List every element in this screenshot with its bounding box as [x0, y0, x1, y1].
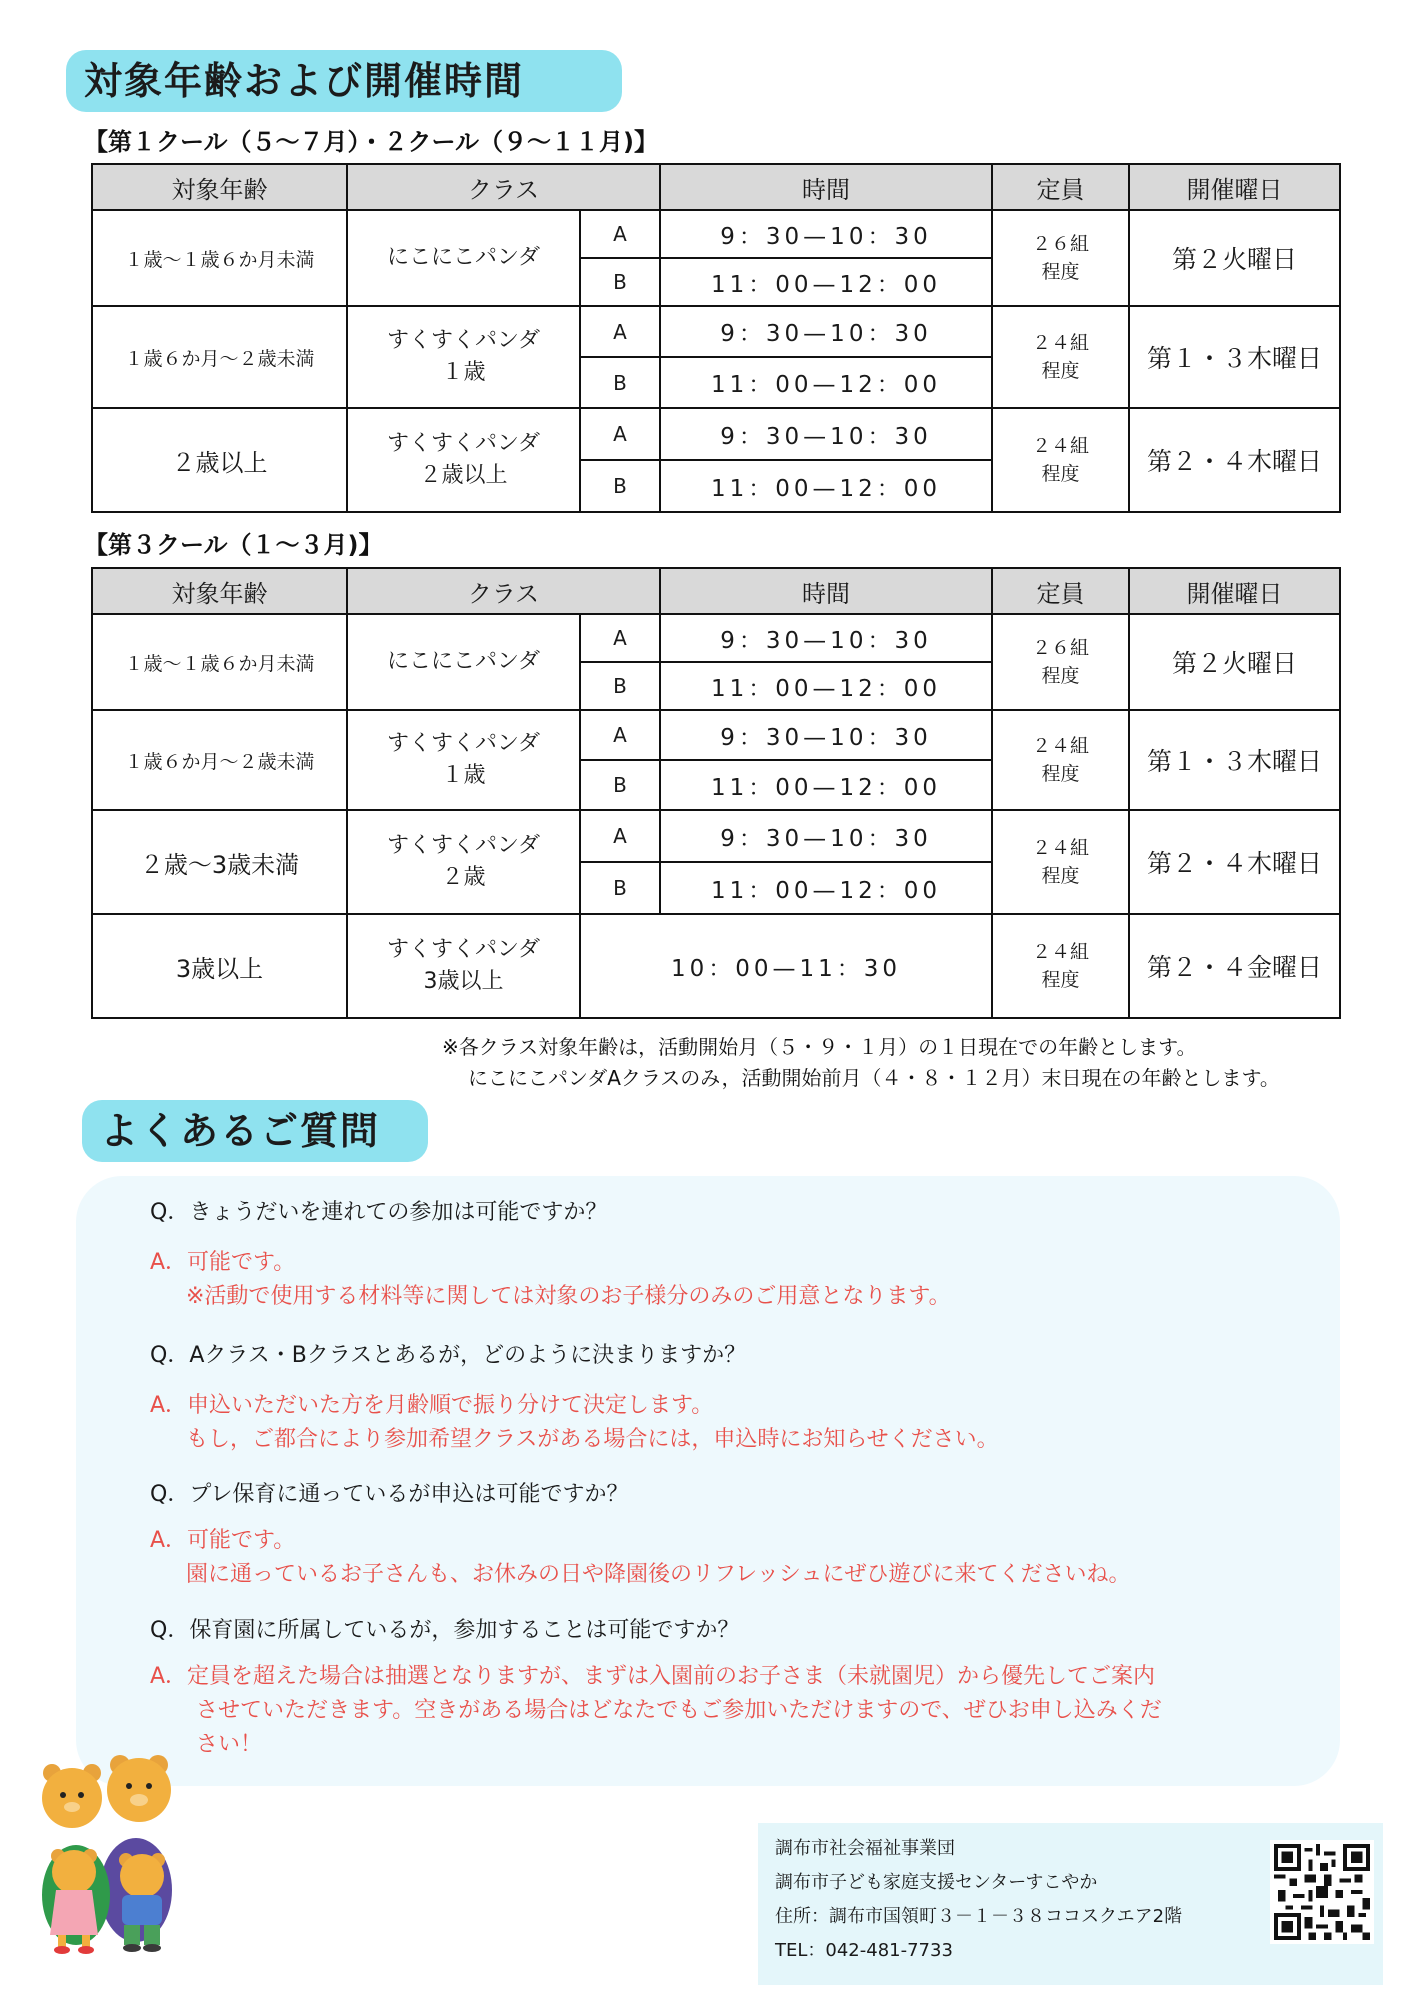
age-cell: １歳６か月～２歳未満 [92, 306, 347, 408]
capacity-suffix: 程度 [1041, 665, 1080, 687]
class-b-label: B [580, 862, 660, 914]
faq-answer-line: 園に通っているお子さんも、お休みの日や降園後のリフレッシュにぜひ遊びに来てくださいね。 [186, 1562, 1131, 1587]
capacity-count: ２６組 [1031, 233, 1089, 255]
table-header-row [92, 568, 1340, 614]
center-name: 調布市子ども家庭支援センターすこやか [775, 1872, 1098, 1893]
class-a-label: A [580, 306, 660, 357]
capacity-cell [992, 810, 1129, 914]
time-a: 9：30—10：30 [660, 710, 992, 760]
time-b: 11：00—12：00 [660, 460, 992, 512]
class-b-label: B [580, 760, 660, 810]
day-cell: 第２・４木曜日 [1129, 408, 1340, 512]
capacity-suffix: 程度 [1041, 360, 1080, 382]
capacity-cell [992, 914, 1129, 1018]
faq-question: Q．Aクラス・Bクラスとあるが，どのように決まりますか？ [150, 1343, 747, 1368]
class-cell [347, 306, 580, 408]
class-sub: ２歳以上 [419, 463, 508, 488]
class-name: すくすくパンダ [386, 833, 541, 858]
faq-answer [150, 1246, 951, 1314]
note-line: ※各クラス対象年齢は，活動開始月（５・９・１月）の１日現在での年齢とします。 [442, 1035, 1197, 1059]
age-cell: １歳～１歳６か月未満 [92, 210, 347, 306]
table-row [92, 710, 1340, 760]
class-name: すくすくパンダ [386, 731, 541, 756]
table-row [92, 614, 1340, 662]
header-day: 開催曜日 [1129, 164, 1340, 210]
class-name: にこにこパンダ [386, 649, 541, 674]
capacity-cell [992, 210, 1129, 306]
table-header-row [92, 164, 1340, 210]
capacity-count: ２４組 [1031, 837, 1089, 859]
contact-info [775, 1832, 1182, 1968]
header-class: クラス [347, 164, 660, 210]
faq-heading: よくあるご質問 [82, 1100, 428, 1162]
header-capacity: 定員 [992, 568, 1129, 614]
table-row [92, 810, 1340, 862]
table-row [92, 914, 1340, 1018]
capacity-cell [992, 710, 1129, 810]
faq-answer-line: A．可能です。 [150, 1250, 296, 1275]
table-row [92, 210, 1340, 258]
class-cell [347, 710, 580, 810]
class-a-label: A [580, 810, 660, 862]
header-age: 対象年齢 [92, 568, 347, 614]
time-single: 10：00—11：30 [580, 914, 992, 1018]
capacity-count: ２４組 [1031, 332, 1089, 354]
class-name: にこにこパンダ [386, 245, 541, 270]
faq-item [150, 1478, 1130, 1592]
cool3-label: 【第３クール（１～３月)】 [84, 531, 383, 559]
time-a: 9：30—10：30 [660, 810, 992, 862]
table-row [92, 306, 1340, 357]
table-row [92, 408, 1340, 460]
day-cell: 第１・３木曜日 [1129, 306, 1340, 408]
header-time: 時間 [660, 568, 992, 614]
phone: TEL：042-481-7733 [775, 1940, 953, 1961]
class-a-label: A [580, 614, 660, 662]
age-cell: ２歳以上 [92, 408, 347, 512]
capacity-suffix: 程度 [1041, 463, 1080, 485]
age-cell: 3歳以上 [92, 914, 347, 1018]
time-b: 11：00—12：00 [660, 258, 992, 306]
header-class: クラス [347, 568, 660, 614]
class-name: すくすくパンダ [386, 431, 541, 456]
capacity-count: ２４組 [1031, 435, 1089, 457]
class-cell [347, 408, 580, 512]
faq-question: Q．保育園に所属しているが，参加することは可能ですか？ [150, 1618, 740, 1643]
bear-family-illustration [28, 1740, 203, 1955]
time-b: 11：00—12：00 [660, 662, 992, 710]
class-a-label: A [580, 408, 660, 460]
capacity-count: ２４組 [1031, 941, 1089, 963]
class-name: すくすくパンダ [386, 937, 541, 962]
class-cell [347, 810, 580, 914]
faq-question: Q．きょうだいを連れての参加は可能ですか？ [150, 1200, 608, 1225]
day-cell: 第２火曜日 [1129, 614, 1340, 710]
time-b: 11：00—12：00 [660, 760, 992, 810]
schedule-heading: 対象年齢および開催時間 [66, 50, 622, 112]
class-sub: ２歳 [441, 865, 486, 890]
class-cell [347, 914, 580, 1018]
class-b-label: B [580, 460, 660, 512]
capacity-count: ２４組 [1031, 735, 1089, 757]
class-b-label: B [580, 357, 660, 408]
faq-answer-line: ※活動で使用する材料等に関しては対象のお子様分のみのご用意となります。 [186, 1284, 951, 1309]
class-a-label: A [580, 210, 660, 258]
header-day: 開催曜日 [1129, 568, 1340, 614]
faq-item [150, 1339, 999, 1457]
qr-code-icon[interactable] [1270, 1840, 1374, 1944]
capacity-cell [992, 306, 1129, 408]
faq-answer [150, 1524, 1130, 1592]
faq-question: Q．プレ保育に通っているが申込は可能ですか？ [150, 1482, 629, 1507]
schedule-table-cool1 [91, 163, 1341, 513]
capacity-suffix: 程度 [1041, 261, 1080, 283]
faq-answer-line: さい！ [196, 1732, 263, 1757]
class-name: すくすくパンダ [386, 328, 541, 353]
faq-answer-line: させていただきます。空きがある場合はどなたでもご参加いただけますので、ぜひお申し込みくだ [196, 1698, 1162, 1723]
capacity-cell [992, 614, 1129, 710]
header-time: 時間 [660, 164, 992, 210]
class-cell [347, 210, 580, 306]
header-age: 対象年齢 [92, 164, 347, 210]
day-cell: 第２・４金曜日 [1129, 914, 1340, 1018]
faq-answer-line: A．申込いただいた方を月齢順で振り分けて決定します。 [150, 1393, 714, 1418]
time-b: 11：00—12：00 [660, 862, 992, 914]
age-notes [442, 1032, 1280, 1094]
class-cell [347, 614, 580, 710]
class-a-label: A [580, 710, 660, 760]
faq-answer-line: A．定員を超えた場合は抽選となりますが、まずは入園前のお子さま（未就園児）から優先してご案内 [150, 1664, 1156, 1689]
capacity-suffix: 程度 [1041, 865, 1080, 887]
address: 住所：調布市国領町３－１－３８ココスクエア2階 [775, 1906, 1183, 1927]
header-capacity: 定員 [992, 164, 1129, 210]
time-a: 9：30—10：30 [660, 408, 992, 460]
time-b: 11：00—12：00 [660, 357, 992, 408]
faq-answer [150, 1660, 1162, 1762]
time-a: 9：30—10：30 [660, 210, 992, 258]
day-cell: 第２・４木曜日 [1129, 810, 1340, 914]
class-sub: １歳 [441, 763, 486, 788]
faq-answer [150, 1389, 999, 1457]
faq-item [150, 1614, 1162, 1762]
faq-item [150, 1196, 951, 1314]
class-b-label: B [580, 662, 660, 710]
cool1-label: 【第１クール（５～７月）・２クール（９～１１月)】 [84, 128, 659, 156]
class-sub: 3歳以上 [423, 969, 504, 994]
note-line: にこにこパンダAクラスのみ，活動開始前月（４・８・１２月）末日現在の年齢とします。 [468, 1066, 1280, 1090]
time-a: 9：30—10：30 [660, 614, 992, 662]
age-cell: １歳～１歳６か月未満 [92, 614, 347, 710]
time-a: 9：30—10：30 [660, 306, 992, 357]
age-cell: ２歳～3歳未満 [92, 810, 347, 914]
faq-answer-line: A．可能です。 [150, 1528, 296, 1553]
capacity-suffix: 程度 [1041, 969, 1080, 991]
capacity-count: ２６組 [1031, 637, 1089, 659]
age-cell: １歳６か月～２歳未満 [92, 710, 347, 810]
day-cell: 第１・３木曜日 [1129, 710, 1340, 810]
faq-answer-line: もし，ご都合により参加希望クラスがある場合には，申込時にお知らせください。 [186, 1427, 999, 1452]
day-cell: 第２火曜日 [1129, 210, 1340, 306]
org-name: 調布市社会福祉事業団 [775, 1838, 955, 1859]
capacity-suffix: 程度 [1041, 763, 1080, 785]
capacity-cell [992, 408, 1129, 512]
class-b-label: B [580, 258, 660, 306]
schedule-table-cool3 [91, 567, 1341, 1019]
class-sub: １歳 [441, 360, 486, 385]
